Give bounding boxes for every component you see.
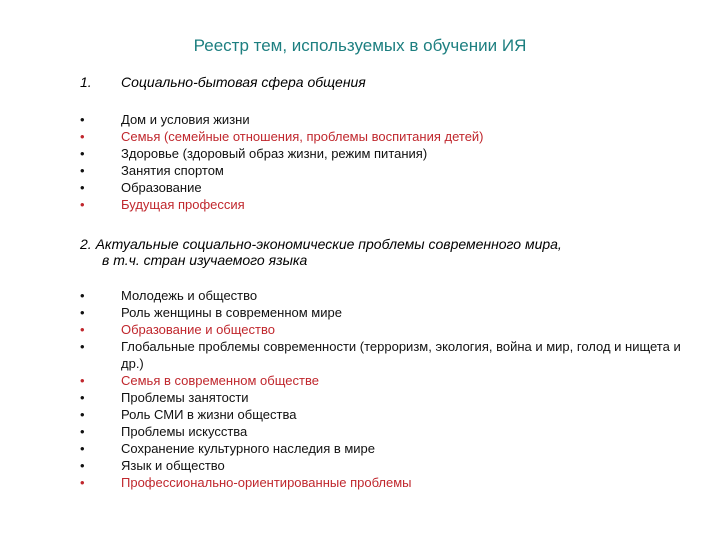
list-item-text: Семья в современном обществе [121,373,319,388]
list-item [80,440,700,457]
list-item [80,321,700,338]
list-item-text: Занятия спортом [121,163,224,178]
bullet-icon: • [80,441,85,456]
bullet-icon: • [80,146,85,161]
list-item [80,372,700,389]
list-item-text: Молодежь и общество [121,288,258,303]
bullet-icon: • [80,339,85,354]
bullet-icon: • [80,197,85,212]
bullet-icon: • [80,373,85,388]
list-item-text: Роль женщины в современном мире [121,305,342,320]
bullet-icon: • [80,424,85,439]
bullet-icon: • [80,322,85,337]
list-item-text: Здоровье (здоровый образ жизни, режим питания) [121,146,428,161]
bullet-icon: • [80,288,85,303]
bullet-icon: • [80,180,85,195]
list-item [80,304,700,321]
list-item [80,457,700,474]
list-item-text: Роль СМИ в жизни общества [121,407,297,422]
section-1-heading: Социально-бытовая сфера общения [121,74,366,90]
section-1-list [80,111,700,213]
bullet-icon: • [80,475,85,490]
section-2-list [80,287,700,491]
list-item-text: Проблемы занятости [121,390,249,405]
list-item-text: Образование [121,180,202,195]
section-2-heading-line-1: 2. Актуальные социально-экономические проблемы современного мира, [80,236,562,252]
section-1-number: 1. [80,74,92,90]
list-item-text: Глобальные проблемы современности (терроризм, экология, война и мир, голод и нищета и др.) [121,339,681,371]
list-item [80,423,700,440]
section-2-heading [80,236,690,268]
list-item-text: Профессионально-ориентированные проблемы [121,475,412,490]
list-item-text: Будущая профессия [121,197,245,212]
list-item [80,389,700,406]
list-item-text: Язык и общество [121,458,225,473]
list-item-text: Сохранение культурного наследия в мире [121,441,376,456]
list-item-text: Семья (семейные отношения, проблемы воспитания детей) [121,129,484,144]
list-item [80,338,700,372]
list-item [80,474,700,491]
list-item [80,196,700,213]
list-item-text: Дом и условия жизни [121,112,250,127]
list-item-text: Образование и общество [121,322,275,337]
list-item [80,145,700,162]
bullet-icon: • [80,407,85,422]
list-item [80,287,700,304]
bullet-icon: • [80,390,85,405]
bullet-icon: • [80,163,85,178]
bullet-icon: • [80,112,85,127]
list-item-text: Проблемы искусства [121,424,248,439]
list-item [80,406,700,423]
list-item [80,179,700,196]
page-title: Реестр тем, используемых в обучении ИЯ [193,36,527,55]
list-item [80,111,700,128]
bullet-icon: • [80,305,85,320]
list-item [80,162,700,179]
section-2-heading-line-2: в т.ч. стран изучаемого языка [102,252,308,268]
bullet-icon: • [80,458,85,473]
bullet-icon: • [80,129,85,144]
list-item [80,128,700,145]
